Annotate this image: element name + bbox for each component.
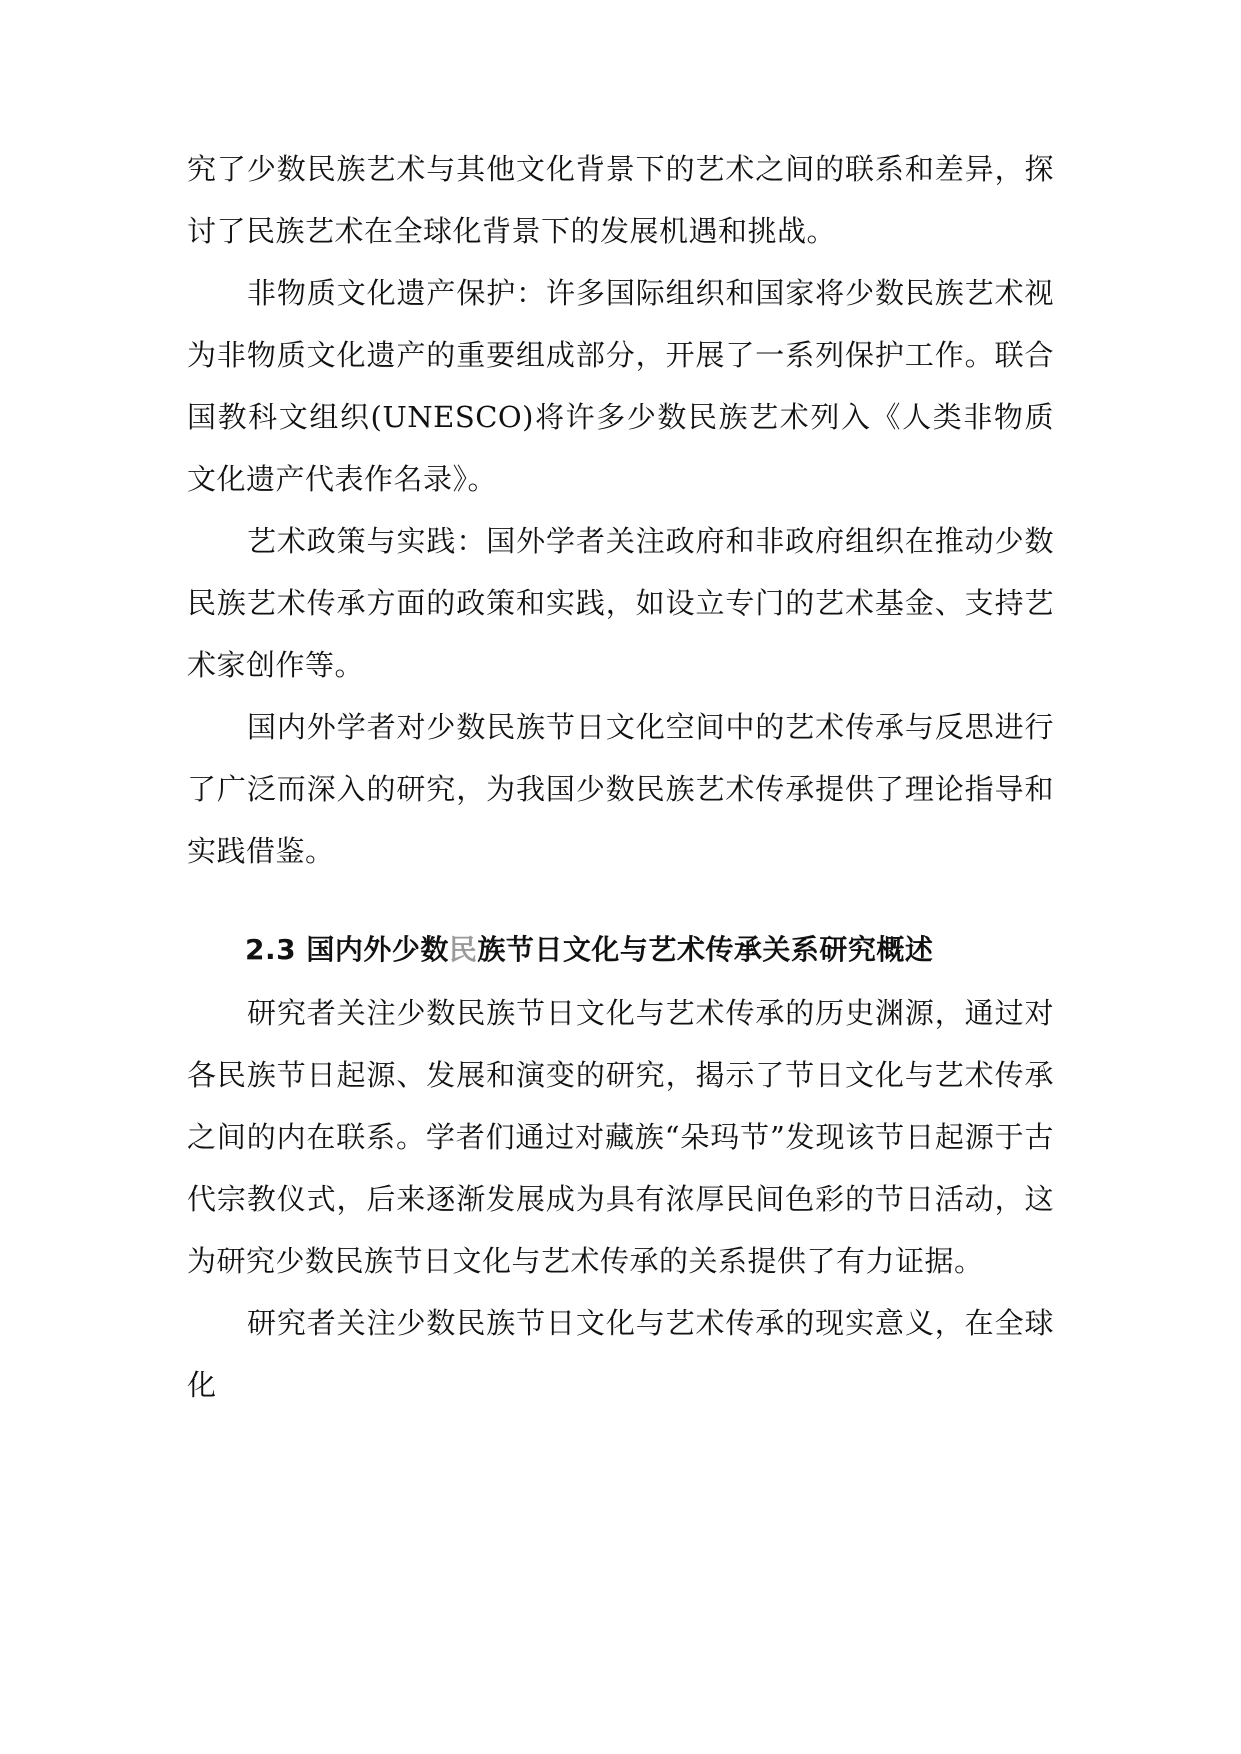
section-title-part2: 族节日文化与艺术传承关系研究概述 (477, 933, 934, 966)
document-body (187, 138, 1054, 1416)
section-number: 2.3 (245, 933, 297, 966)
section-heading (187, 920, 1054, 980)
paragraph-heritage-protection: 非物质文化遗产保护：许多国际组织和国家将少数民族艺术视为非物质文化遗产的重要组成部分，开展了一系列保护工作。联合国教科文组织(UNESCO)将许多少数民族艺术列入《人类非物质文化遗产代表作名录》。 (187, 276, 1054, 496)
paragraph-continued: 究了少数民族艺术与其他文化背景下的艺术之间的联系和差异，探讨了民族艺术在全球化背景下的发展机遇和挑战。 (187, 152, 1054, 248)
paragraph-historical-origins: 研究者关注少数民族节日文化与艺术传承的历史渊源，通过对各民族节日起源、发展和演变的研究，揭示了节日文化与艺术传承之间的内在联系。学者们通过对藏族“朵玛节”发现该节日起源于古代宗教仪式，后来逐渐发展成为具有浓厚民间色彩的节日活动，这为研究少数民族节日文化与艺术传承的关系提供了有力证据。 (187, 996, 1054, 1278)
paragraph-art-policy: 艺术政策与实践：国外学者关注政府和非政府组织在推动少数民族艺术传承方面的政策和实践，如设立专门的艺术基金、支持艺术家创作等。 (187, 524, 1054, 682)
paragraph-practical-significance: 研究者关注少数民族节日文化与艺术传承的现实意义，在全球化 (187, 1306, 1054, 1402)
section-title-part1: 国内外少数 (306, 933, 449, 966)
paragraph-research-summary: 国内外学者对少数民族节日文化空间中的艺术传承与反思进行了广泛而深入的研究，为我国少数民族艺术传承提供了理论指导和实践借鉴。 (187, 710, 1054, 868)
section-title-light-char: 民 (448, 933, 478, 966)
